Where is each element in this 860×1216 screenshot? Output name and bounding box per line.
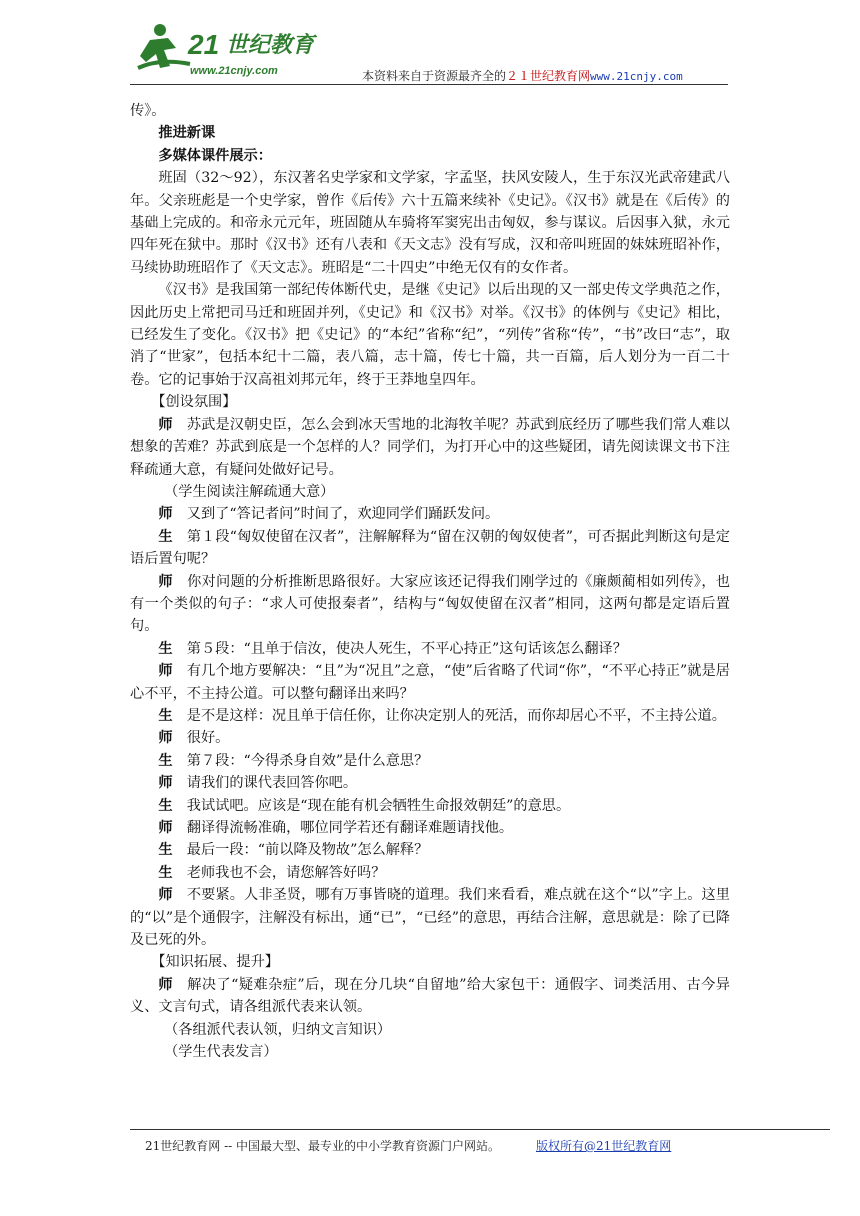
dialogue-line	[130, 750, 730, 772]
heading-multimedia: 多媒体课件展示：	[158, 147, 272, 164]
speaker-label: 师	[158, 506, 173, 523]
tagline-url[interactable]: www.21cnjy.com	[590, 70, 683, 83]
dialogue-line	[130, 526, 730, 571]
dialogue-text: 是不是这样：况且单于信任你，让你决定别人的死活，而你却居心不平，不主持公道。	[186, 707, 726, 724]
tagline-prefix: 本资料来自于资源最齐全的	[362, 69, 507, 83]
site-logo	[130, 18, 340, 84]
header-tagline	[362, 67, 683, 84]
stage-note: （学生代表发言）	[164, 1044, 278, 1061]
dialogue-line	[130, 974, 730, 1019]
speaker-label: 生	[158, 528, 173, 545]
copyright-link[interactable]: 版权所有@21世纪教育网	[536, 1139, 672, 1153]
dialogue-line	[130, 772, 730, 794]
footer-site-text: 21世纪教育网 -- 中国最大型、最专业的中小学教育资源门户网站。	[145, 1139, 501, 1153]
document-body	[130, 100, 730, 1063]
svg-text:www.21cnjy.com: www.21cnjy.com	[190, 65, 278, 77]
speaker-label: 师	[158, 730, 173, 747]
speaker-label: 生	[158, 752, 173, 769]
intro-tail: 传》。	[130, 103, 166, 119]
dialogue-text: 解决了“疑难杂症”后，现在分几块“自留地”给大家包干：通假字、词类活用、古今异义、文言句式，请各组派代表来认领。	[130, 976, 730, 1016]
dialogue-text: 我试试吧。应该是“现在能有机会牺牲生命报效朝廷”的意思。	[186, 797, 571, 814]
dialogue-line	[130, 705, 730, 727]
speaker-label: 师	[158, 663, 173, 680]
dialogue-line	[130, 795, 730, 817]
dialogue-line	[130, 571, 730, 638]
svg-text:世纪教育: 世纪教育	[226, 33, 315, 58]
dialogue-text: 请我们的课代表回答你吧。	[186, 775, 358, 792]
tagline-brand: ２１世纪教育网	[506, 69, 591, 83]
speaker-label: 师	[158, 416, 173, 433]
dialogue-line	[130, 727, 730, 749]
section-atmosphere: 【创设氛围】	[151, 394, 237, 411]
dialogue-text: 不要紧。人非圣贤，哪有万事皆晓的道理。我们来看看，难点就在这个“以”字上。这里的“以”是个通假字，注解没有标出，通“已”，“已经”的意思，再结合注解，意思就是：除了已降及已死的外。	[130, 887, 730, 949]
dialogue-line	[130, 884, 730, 951]
dialogue-text: 最后一段：“前以降及物故”怎么解释？	[186, 842, 429, 859]
page-header	[130, 18, 730, 88]
dialogue-text: 老师我也不会，请您解答好吗？	[186, 864, 386, 881]
heading-new-lesson: 推进新课	[158, 125, 216, 142]
speaker-label: 师	[158, 976, 174, 993]
page-footer	[145, 1137, 671, 1154]
speaker-label: 生	[158, 864, 173, 881]
svg-text:21: 21	[188, 29, 220, 60]
dialogue-text: 第５段：“且单于信汝，使决人死生，不平心持正”这句话该怎么翻译？	[186, 640, 627, 657]
speaker-label: 师	[158, 573, 173, 590]
speaker-label: 生	[158, 842, 173, 859]
speaker-label: 生	[158, 707, 173, 724]
speaker-label: 生	[158, 797, 173, 814]
paragraph-hanshu: 《汉书》是我国第一部纪传体断代史，是继《史记》以后出现的又一部史传文学典范之作，因此历史上常把司马迁和班固并列，《史记》和《汉书》对举。《汉书》的体例与《史记》相比，已经发生了变化。《汉书》把《史记》的“本纪”省称“纪”，“列传”省称“传”，“书”改曰“志”，取消了“世家”，包括本纪十二篇，表八篇，志十篇，传七十篇，共一百篇，后人划分为一百二十卷。它的记事始于汉高祖刘邦元年，终于王莽地皇四年。	[130, 282, 730, 388]
dialogue-text: 翻译得流畅准确，哪位同学若还有翻译难题请找他。	[186, 820, 514, 836]
dialogue-line	[130, 839, 730, 861]
speaker-label: 师	[158, 820, 173, 836]
dialogue-text: 第７段：“今得杀身自效”是什么意思？	[186, 752, 429, 769]
dialogue-text: 你对问题的分析推断思路很好。大家应该还记得我们刚学过的《廉颇蔺相如列传》，也有一个类似的句子：“求人可使报秦者”，结构与“匈奴使留在汉者”相同，这两句都是定语后置句。	[130, 573, 730, 635]
header-divider	[130, 84, 728, 85]
footer-divider	[130, 1129, 830, 1130]
dialogue-line	[130, 638, 730, 660]
dialogue-line	[130, 503, 730, 525]
dialogue-text: 有几个地方要解决：“且”为“况且”之意，“使”后省略了代词“你”，“不平心持正”就是居心不平，不主持公道。可以整句翻译出来吗？	[130, 663, 730, 702]
dialogue-line	[130, 660, 730, 705]
paragraph-bangu: 班固（32～92），东汉著名史学家和文学家，字孟坚，扶风安陵人，生于东汉光武帝建武八年。父亲班彪是一个史学家，曾作《后传》六十五篇来续补《史记》。《汉书》就是在《后传》的基础上完成的。和帝永元元年，班固随从车骑将军窦宪出击匈奴，参与谋议。后因事入狱，永元四年死在狱中。那时《汉书》还有八表和《天文志》没有写成，汉和帝叫班固的妹妹班昭补作，马续协助班昭作了《天文志》。班昭是“二十四史”中绝无仅有的女作者。	[130, 170, 730, 276]
dialogue-line	[130, 414, 730, 481]
dialogue-text: 很好。	[186, 730, 230, 747]
section-knowledge: 【知识拓展、提升】	[151, 954, 279, 971]
stage-note: （各组派代表认领，归纳文言知识）	[164, 1021, 392, 1038]
stage-note: （学生阅读注解疏通大意）	[164, 483, 335, 500]
dialogue-text: 第１段“匈奴使留在汉者”，注解解释为“留在汉朝的匈奴使者”，可否据此判断这句是定语后置句呢？	[130, 528, 730, 568]
speaker-label: 师	[158, 887, 173, 904]
speaker-label: 生	[158, 640, 173, 657]
dialogue-text: 又到了“答记者问”时间了，欢迎同学们踊跃发问。	[186, 506, 500, 523]
dialogue-text: 苏武是汉朝史臣，怎么会到冰天雪地的北海牧羊呢？苏武到底经历了哪些我们常人难以想象的苦难？苏武到底是一个怎样的人？同学们，为打开心中的这些疑团，请先阅读课文书下注释疏通大意，有疑问处做好记号。	[130, 416, 730, 478]
speaker-label: 师	[158, 775, 173, 792]
dialogue-line	[130, 817, 730, 839]
dialogue-line	[130, 862, 730, 884]
